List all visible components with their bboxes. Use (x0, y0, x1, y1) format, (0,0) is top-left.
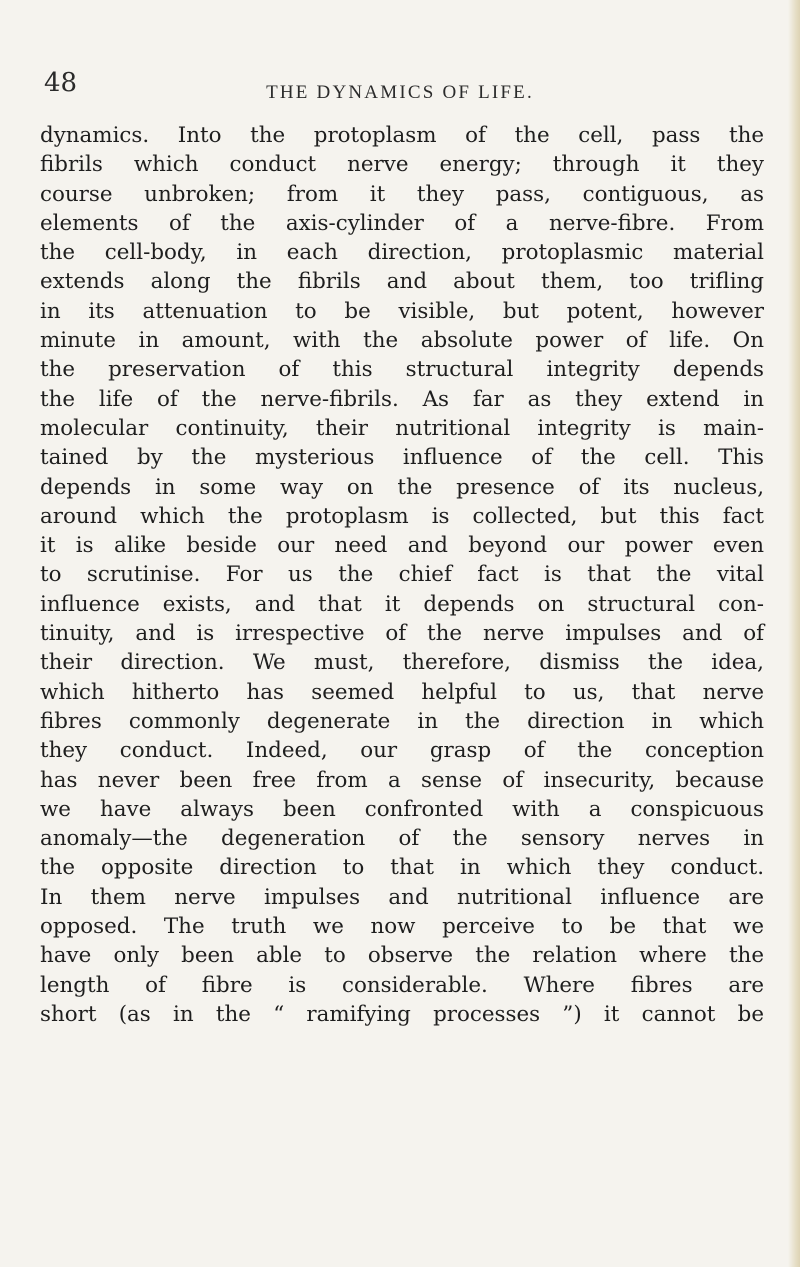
text-line: around which the protoplasm is collected, but this fact (40, 503, 764, 529)
text-line: anomaly—the degeneration of the sensory nerves in (40, 826, 764, 852)
text-line: we have always been confronted with a conspicuous (40, 796, 764, 822)
text-line: tinuity, and is irrespective of the nerve impulses and of (40, 621, 764, 647)
page-edge-shadow (788, 0, 800, 1267)
text-line: length of fibre is considerable. Where fibres are (40, 972, 764, 998)
text-line: In them nerve impulses and nutritional influence are (40, 884, 764, 910)
text-line: elements of the axis-cylinder of a nerve-fibre. From (40, 210, 764, 236)
text-line: molecular continuity, their nutritional integrity is main- (40, 415, 764, 441)
text-line: short (as in the “ ramifying processes ”) it cannot be (40, 1001, 764, 1027)
text-line: tained by the mysterious influence of the cell. This (40, 445, 764, 471)
text-line: have only been able to observe the relation where the (40, 943, 764, 969)
text-line: to scrutinise. For us the chief fact is that the vital (40, 562, 764, 588)
text-line: the life of the nerve-fibrils. As far as they extend in (40, 386, 764, 412)
text-line: the cell-body, in each direction, protoplasmic material (40, 240, 764, 266)
text-line: the opposite direction to that in which they conduct. (40, 855, 764, 881)
text-line: extends along the fibrils and about them, too trifling (40, 269, 764, 295)
text-line: has never been free from a sense of insecurity, because (40, 767, 764, 793)
text-line: minute in amount, with the absolute power of life. On (40, 328, 764, 354)
text-line: fibrils which conduct nerve energy; through it they (40, 152, 764, 178)
body-paragraph (40, 121, 764, 1029)
text-line: they conduct. Indeed, our grasp of the conception (40, 738, 764, 764)
text-line: depends in some way on the presence of its nucleus, (40, 474, 764, 500)
text-line: it is alike beside our need and beyond our power even (40, 533, 764, 559)
text-line: opposed. The truth we now perceive to be that we (40, 914, 764, 940)
text-line: fibres commonly degenerate in the direction in which (40, 708, 764, 734)
text-line: which hitherto has seemed helpful to us, that nerve (40, 679, 764, 705)
text-line: their direction. We must, therefore, dismiss the idea, (40, 650, 764, 676)
text-line: course unbroken; from it they pass, contiguous, as (40, 181, 764, 207)
text-line: dynamics. Into the protoplasm of the cell, pass the (40, 123, 764, 148)
text-line: the preservation of this structural integrity depends (40, 357, 764, 383)
text-line: influence exists, and that it depends on structural con- (40, 591, 764, 617)
running-title: THE DYNAMICS OF LIFE. (266, 82, 534, 103)
text-line: in its attenuation to be visible, but potent, however (40, 298, 764, 324)
page-number: 48 (44, 68, 78, 98)
